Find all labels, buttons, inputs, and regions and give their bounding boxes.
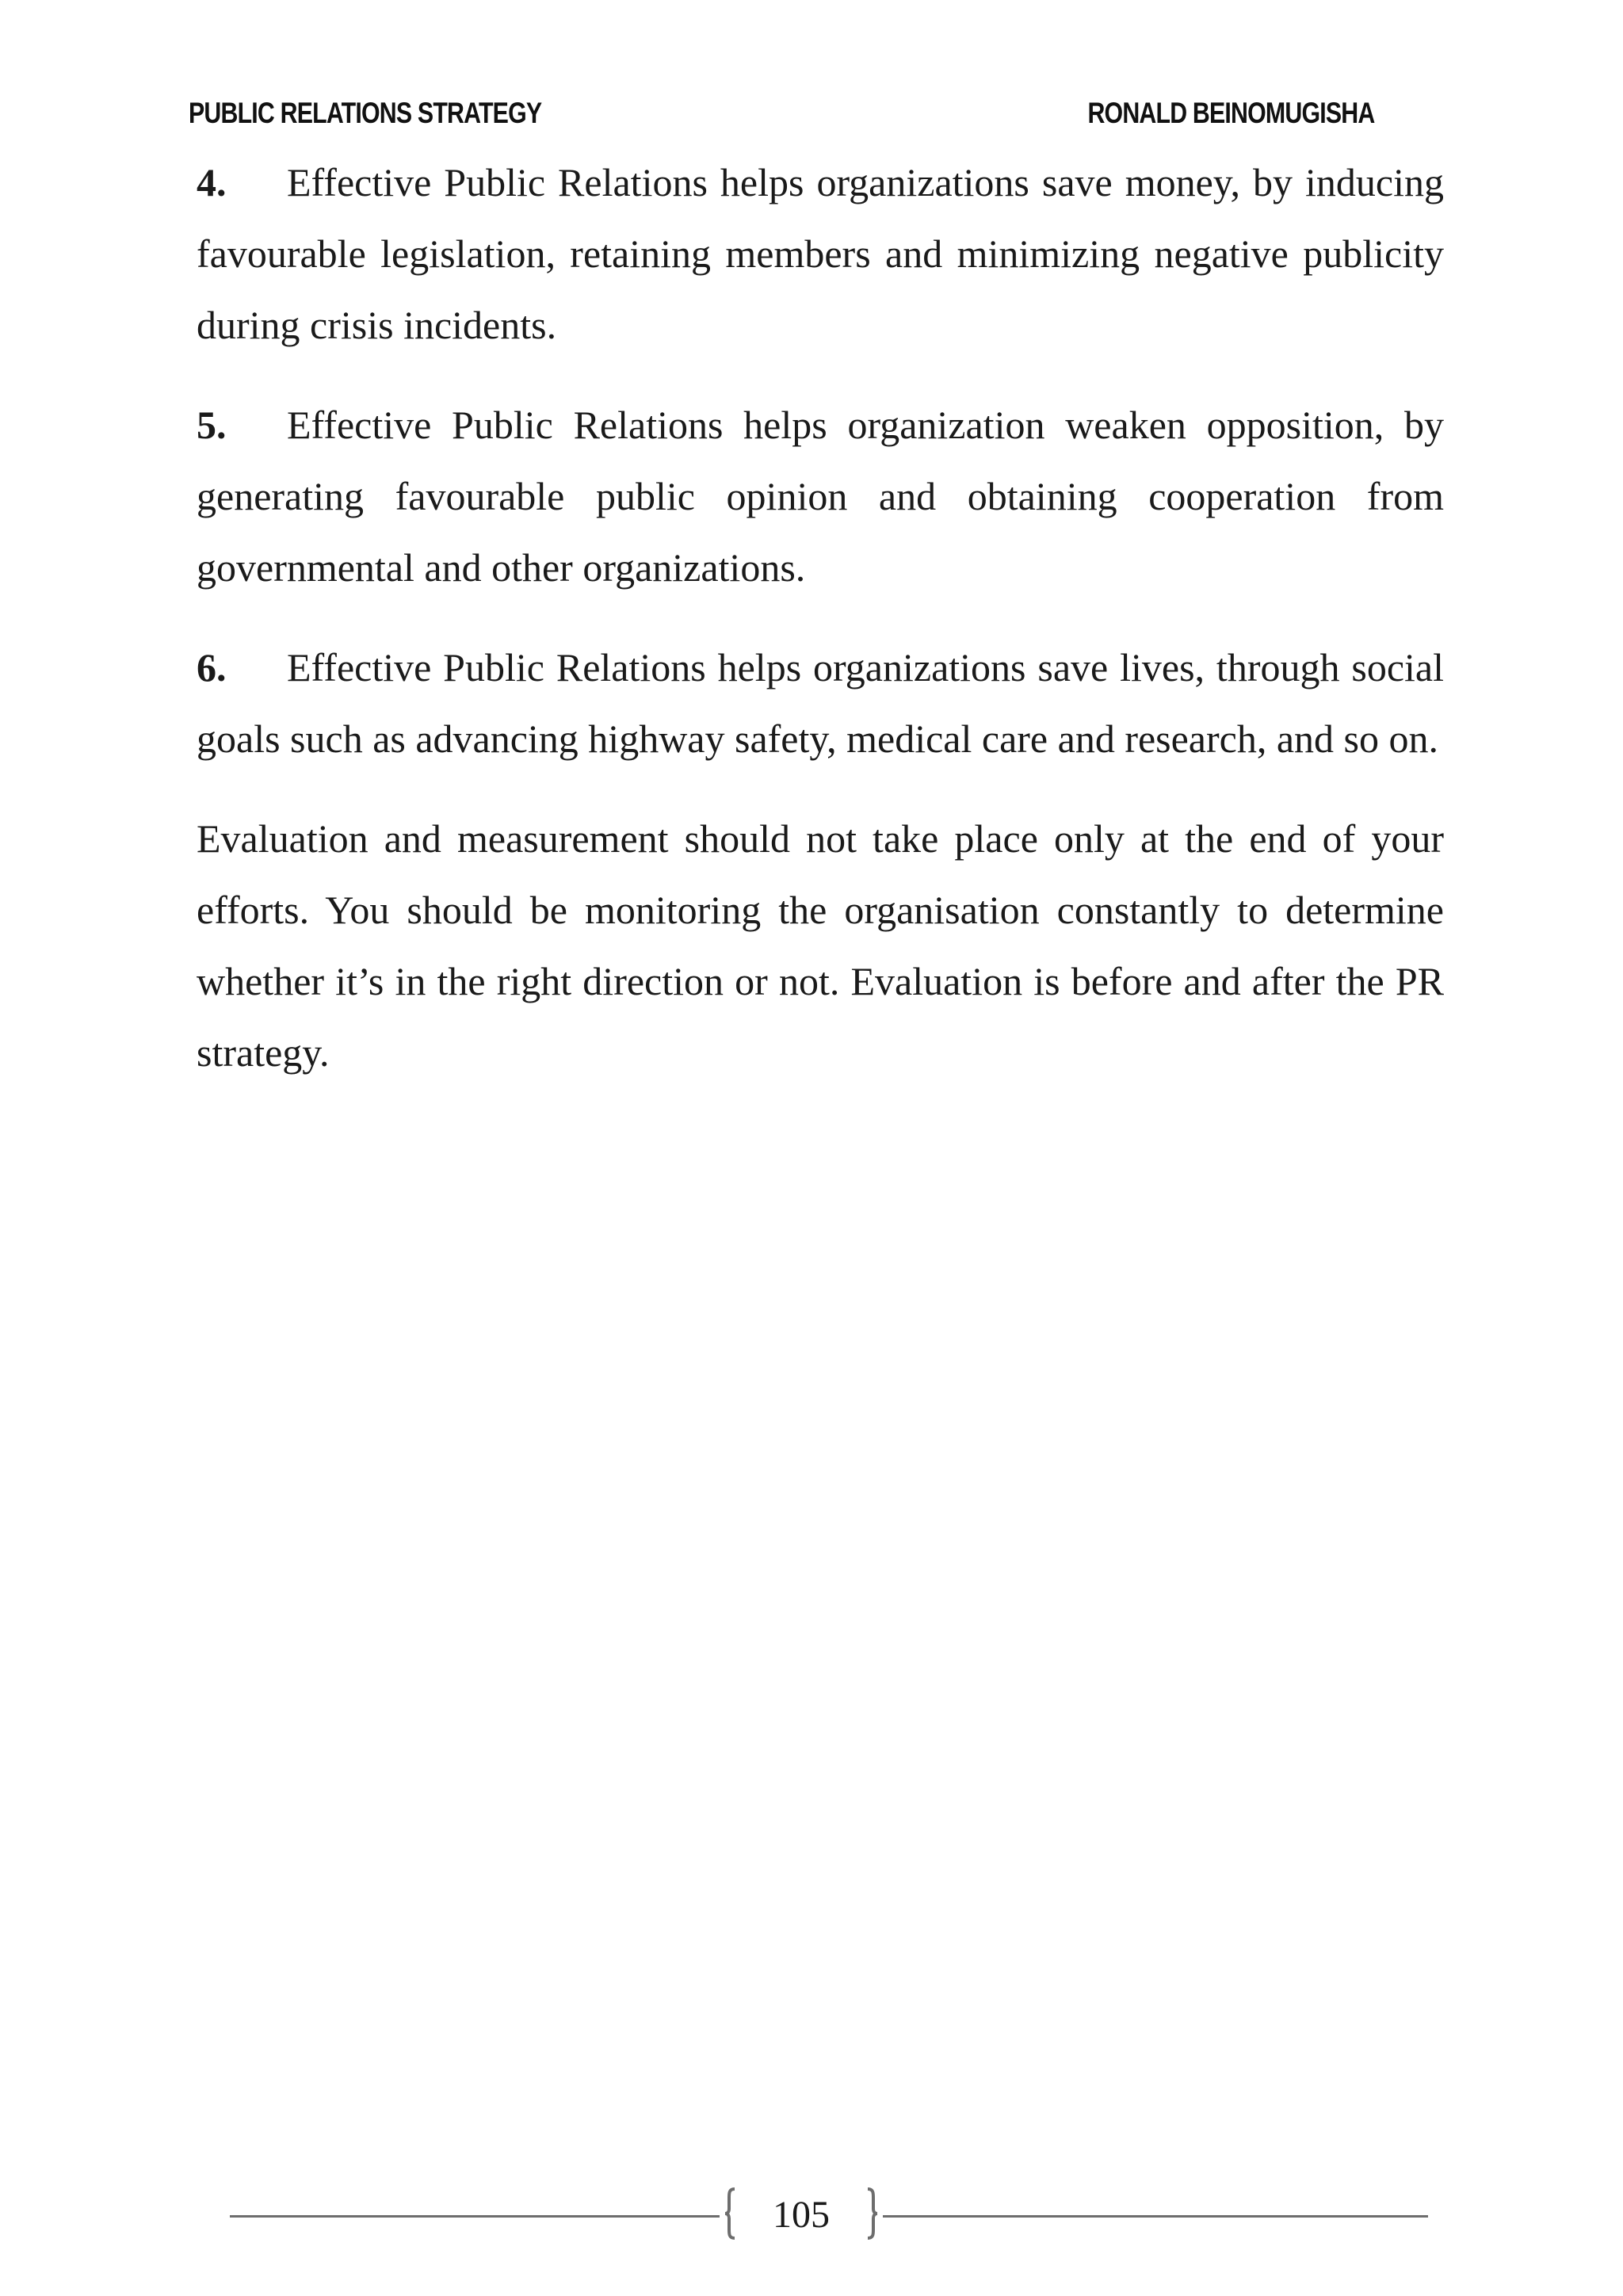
list-item-text: Effective Public Relations helps organizations save money, by inducing favourable legislation, retaining members and minimizing negative publicity during crisis incidents. xyxy=(197,160,1444,347)
page-body xyxy=(197,147,1444,1117)
list-item-number: 4. xyxy=(197,160,227,204)
evaluation-paragraph: Evaluation and measurement should not take place only at the end of your efforts. You should be monitoring the organisation constantly to determine whether it’s in the right direction or not. Evaluation is before and after the PR strategy. xyxy=(197,816,1444,1075)
list-item-4 xyxy=(197,147,1444,361)
footer-rule-left xyxy=(230,2215,720,2218)
list-item-number: 6. xyxy=(197,645,227,690)
page-header xyxy=(189,97,1374,144)
list-item-5 xyxy=(197,389,1444,603)
list-item-6 xyxy=(197,632,1444,774)
left-brace-icon xyxy=(723,2187,737,2241)
right-brace-icon xyxy=(865,2187,880,2241)
list-item-number: 5. xyxy=(197,403,227,447)
list-item-text: Effective Public Relations helps organization weaken opposition, by generating favourable public opinion and obtaining cooperation from governmental and other organizations. xyxy=(197,403,1444,590)
footer-rule-right xyxy=(883,2215,1428,2218)
page-footer xyxy=(230,2183,1428,2247)
page-number: 105 xyxy=(773,2194,830,2236)
header-book-title: PUBLIC RELATIONS STRATEGY xyxy=(189,97,542,129)
list-item-text: Effective Public Relations helps organizations save lives, through social goals such as advancing highway safety, medical care and research, and so on. xyxy=(197,645,1444,761)
header-author-name: RONALD BEINOMUGISHA xyxy=(1087,97,1374,129)
